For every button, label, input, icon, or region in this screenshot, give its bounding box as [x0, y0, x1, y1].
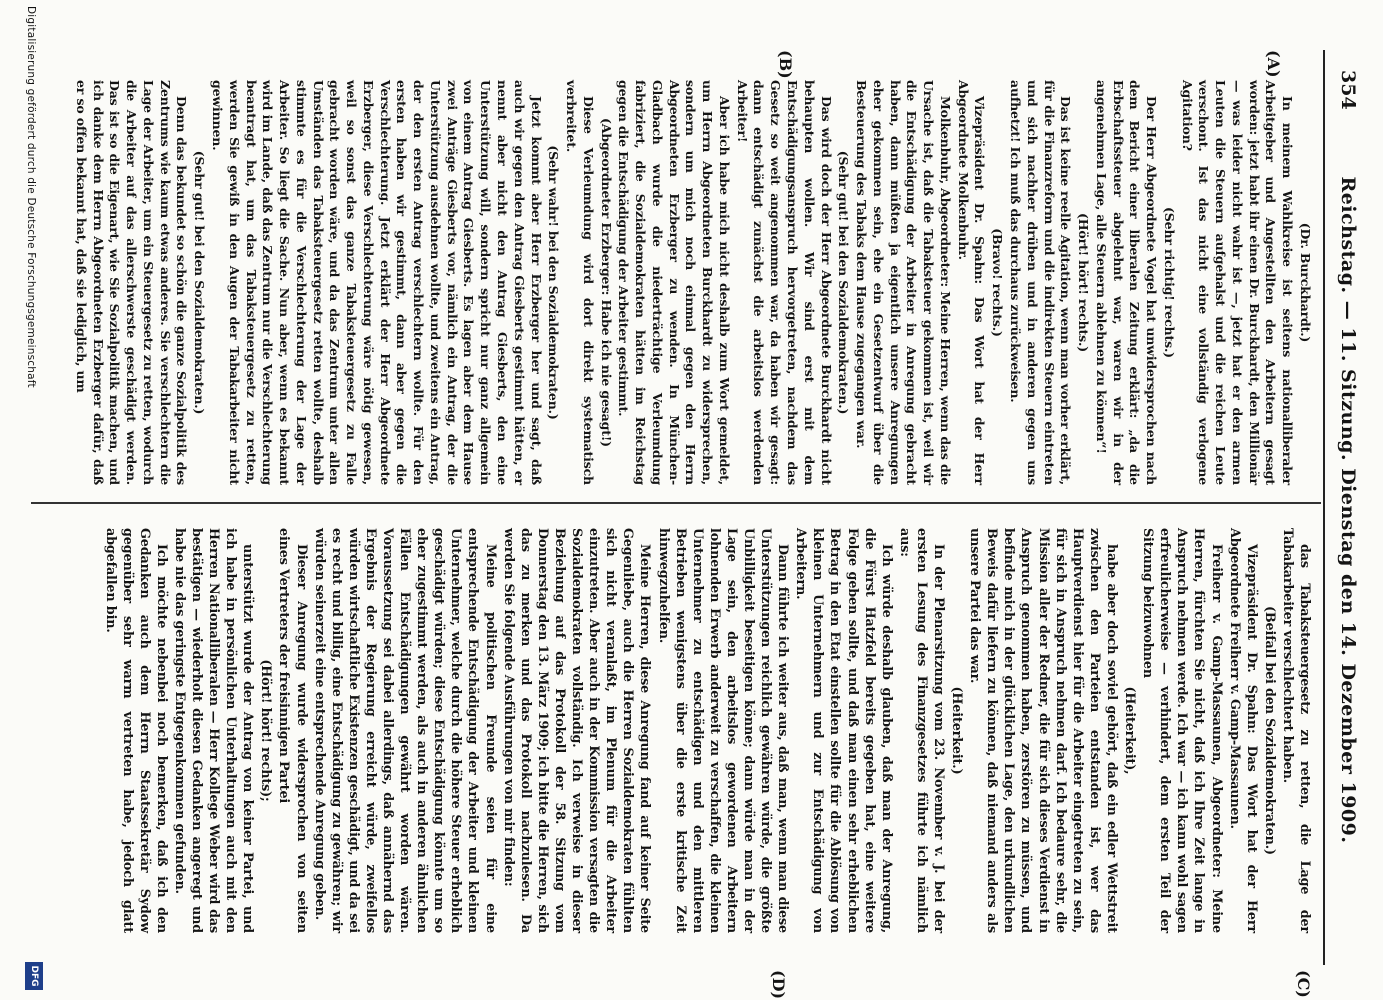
interjection: (Sehr richtig! rechts.) [1161, 207, 1177, 358]
paragraph: habe aber doch soviel gehört, daß ein edler Wettstreit zwischen den Parteien entstanden ist, wer das Hauptverdienst hier für die Arbeiter eingetreten zu sein, für sich in Anspruch nehmen darf. Ich bedaure sehr, die Mission aller der Redner, die für sich dieses Verdienst in Anspruch genommen haben, zerstören zu müssen, und befinde mich in der glücklichen Lage, den urkundlichen Beweis dafür liefern zu können, daß niemand anders als unsere Partei das war. [967, 528, 1119, 933]
paragraph: Diese Verleumdung wird dort direkt systematisch verbreitet. [564, 80, 596, 485]
interjection: (Bravo! rechts.) [990, 228, 1006, 337]
interjection: (Hört! hört! rechts); [258, 659, 274, 802]
interjection: (Heiterkeit.) [949, 686, 965, 775]
margin-mark-d: (D) [769, 970, 788, 1000]
interjection: (Sehr wahr! bei den Sozialdemokraten.) [546, 145, 562, 420]
paragraph: Denn das bekundet so schön die ganze Sozialpolitik des Zentrums wie kaum etwas anderes. Sie verschlechtern die Lage der Arbeiter, um ein Steuergesetz zu retten, wodurch die Arbeiter auf das allerschwerste geschädigt werden. Das ist so die Eigenart, wie Sie Sozialpolitik machen, und ich danke dem Herrn Abgeordneten Erzberger dafür, daß er so offen bekannt hat, daß sie lediglich, um [73, 80, 190, 485]
interjection: (Beifall bei den Sozialdemokraten.) [1261, 606, 1277, 855]
digitization-credit: Digitalisierung gefördert durch die Deutsche Forschungsgemeinschaft [25, 6, 37, 388]
paragraph: In der Plenarsitzung vom 23. November v. J. bei der ersten Lesung des Finanzgesetzes führte ich nämlich aus: [896, 528, 947, 933]
running-title: Reichstag. — 11. Sitzung. Dienstag den 14. Dezember 1909. [1337, 176, 1359, 844]
page-number: 354 [1337, 70, 1359, 110]
paragraph: Freiherr v. Gamp-Massaunen, Abgeordneter: Meine Herren, fürchten Sie nicht, daß ich Ihre Zeit lange in Anspruch nehmen werde. Ich war — ich kann wohl sagen erfreulicherweise — verhindert, dem ersten Teil der Sitzung beizuwohnen [1140, 528, 1224, 933]
paragraph: In meinem Wahlkreise ist seitens nationalliberaler Arbeitgeber und Angestellten den Arbeitern gesagt worden: jetzt habt ihr einen Dr. Burckhardt, den Millionär — was leider nicht wahr ist —, jetzt hat er den armen Leuten die Steuern aufgehalst und die reichen Leute verschont. Ist das nicht eine vollständig verlogene Agitation? [1179, 80, 1296, 485]
interjection: (Hört! hört! rechts.) [1076, 212, 1092, 353]
paragraph: Dieser Anregung wurde widersprochen von seiten eines Vertreters der freisinnigen Partei [276, 528, 309, 933]
interjection: (Dr. Burckhardt.) [1298, 222, 1313, 343]
paragraph: das Tabaksteuergesetz zu retten, die Lage der Tabakarbeiter verschlechtert haben. [1279, 528, 1312, 933]
paragraph: Das wird doch der Herr Abgeordnete Burckhardt nicht behaupten wollen. Wir sind erst mit dem Entschädigungsanspruch hervorgetreten, nachdem das Gesetz so weit angenommen war, da haben wir gesagt: dann entschädigt zunächst die arbeitslos werdenden Arbeiter! [734, 80, 834, 485]
right-text-column [100, 528, 1313, 933]
header-rule [1323, 50, 1325, 965]
dfg-logo: DFG [25, 962, 43, 990]
paragraph: Meine politischen Freunde seien für eine entsprechende Entschädigung der Arbeiter und kleinen Unternehmer, welche durch die höhere Steuer erheblich geschädigt würden; diese Entschädigung könnte um so eher zugestimmt werden, als auch in anderen ähnlichen Fällen Entschädigungen gewährt worden wären. Voraussetzung sei dabei allerdings, daß annähernd das Ergebnis der Regierung erreicht würde, zweifellos würden wirtschaftliche Existenzen geschädigt, und da sei es recht und billig, eine Entschädigung zu gewähren; wir würden seinerzeit eine entsprechende Anregung geben. [311, 528, 498, 933]
interjection: (Heiterkeit), [1122, 686, 1138, 775]
left-text-column [71, 80, 1313, 485]
margin-mark-b: (B) [776, 50, 795, 79]
page-header [1333, 70, 1365, 950]
paragraph: Dann führte ich weiter aus, daß man, wenn man diese Unterstützungen reichlich gewähren würde, die größte Unbilligkeit beseitigen könne; dann würde man in der Lage sein, den arbeitslos gewordenen Arbeitern lohnenden Erwerb anderweit zu verschaffen, die kleinen Unternehmer zu entschädigen und den mittleren Betrieben wenigstens über die erste kritische Zeit hinwegzuhelfen. [655, 528, 791, 933]
paragraph: Vizepräsident Dr. Spahn: Das Wort hat der Herr Abgeordnete Freiherr v. Gamp-Massaunen. [1226, 528, 1259, 933]
paragraph: Aber ich habe mich nicht deshalb zum Wort gemeldet, um Herrn Abgeordneten Burckhardt zu widersprechen, sondern um mich noch einmal gegen den Herrn Abgeordneten Erzberger zu wenden. In München-Gladbach wurde die niederträchtige Verleumdung fabriziert, die Sozialdemokraten hätten im Reichstag gegen die Entschädigung der Arbeiter gestimmt. [616, 80, 732, 485]
paragraph: Ich möchte nebenbei noch bemerken, daß ich den Gedanken auch dem Herrn Staatssekretär Sydow gegenüber sehr warm vertreten habe, jedoch glatt abgefallen bin. [102, 528, 169, 933]
paragraph: Das ist keine reelle Agitation, wenn man vorher erklärt, für die Finanzreform und die indirekten Steuern eintreten und sich nachher drüben und in anderen gegen uns aufhetzt! Ich muß das durchaus zurückweisen. [1007, 80, 1074, 485]
column-divider [31, 502, 1321, 504]
interjection: (Sehr gut! bei den Sozialdemokraten.) [836, 150, 852, 415]
paragraph: Molkenbuhr, Abgeordneter: Meine Herren, wenn das die Ursache ist, daß die Tabaksteuer gekommen ist, weil wir die Entschädigung der Arbeiter in Anregung gebracht haben, dann müßten ja eigentlich unsere Anregungen eher gekommen sein, ehe ein Gesetzentwurf über die Besteuerung des Tabaks dem Hause zugegangen war. [854, 80, 953, 485]
paragraph: Ich würde deshalb glauben, daß man der Anregung, die Fürst Hatzfeld bereits gegeben hat, eine weitere Folge geben sollte, und daß man einen sehr erheblichen Betrag in den Etat einstellen sollte für die Ablösung von kleinen Unternehmern und zur Entschädigung von Arbeitern. [793, 528, 894, 933]
margin-mark-c: (C) [1294, 970, 1313, 998]
margin-mark-a: (A) [1264, 50, 1283, 78]
paragraph: Der Herr Abgeordnete Vogel hat unwidersprochen nach dem Bericht einer liberalen Zeitung erklärt: „da die Erbschaftssteuer abgelehnt war, waren wir in der angenehmen Lage, alle Steuern ablehnen zu können“! [1093, 80, 1160, 485]
paragraph: unterstützt wurde der Antrag von keiner Partei, und ich habe in persönlichen Unterhaltungen auch mit den Herren Nationalliberalen — Herr Kollege Weber wird das bestätigen — wiederholt diesen Gedanken angeregt und habe nie das geringste Entgegenkommen gefunden. [171, 528, 256, 933]
interjection: (Sehr gut! bei den Sozialdemokraten.) [192, 150, 208, 415]
paragraph: Meine Herren, diese Anregung fand auf keiner Seite Gegenliebe, auch die Herren Sozialdemokraten fühlten sich nicht veranlaßt, im Plenum für die Arbeiter einzutreten. Aber auch in der Kommission versagten die Sozialdemokraten vollständig. Ich verweise in dieser Beziehung auf das Protokoll der 58. Sitzung vom Donnerstag den 13. März 1909; ich bitte die Herren, sich das zu merken und das Protokoll nachzulesen. Da werden Sie folgende Ausführungen von mir finden: [500, 528, 653, 933]
paragraph: Jetzt kommt aber Herr Erzberger her und sagt, daß auch wir gegen den Antrag Giesberts gestimmt hätten, er nennt aber nicht den Antrag Giesberts, den eine Unterstützung will, sondern spricht nur ganz allgemein von einem Antrag Giesberts. Es lagen aber dem Hause zwei Anträge Giesberts vor, nämlich ein Antrag, der die Unterstützung ausdehnen wollte, und zweitens ein Antrag, der den ersten Antrag verschlechtern wollte. Für den ersten haben wir gestimmt, dann aber gegen die Verschlechterung. Jetzt erklärt der Herr Abgeordnete Erzberger, diese Verschlechterung wäre nötig gewesen, weil so sonst das ganze Tabaksteuergesetz zu Falle gebracht worden wäre, und da das Zentrum unter allen Umständen das Tabaksteuergesetz retten wollte, deshalb stimmte es für die Verschlechterung der Lage der Arbeiter. So liegt die Sache. Nun aber, wenn es bekannt wird im Lande, daß das Zentrum nur die Verschlechterung beantragt hat, um das Tabaksteuergesetz zu retten, werden Sie gewiß in den Augen der Tabakarbeiter nicht gewinnen. [210, 80, 544, 485]
interjection: (Abgeordneter Erzberger: Habe ich nie gesagt!) [598, 118, 614, 447]
paragraph: Vizepräsident Dr. Spahn: Das Wort hat der Herr Abgeordnete Molkenbuhr. [955, 80, 988, 485]
